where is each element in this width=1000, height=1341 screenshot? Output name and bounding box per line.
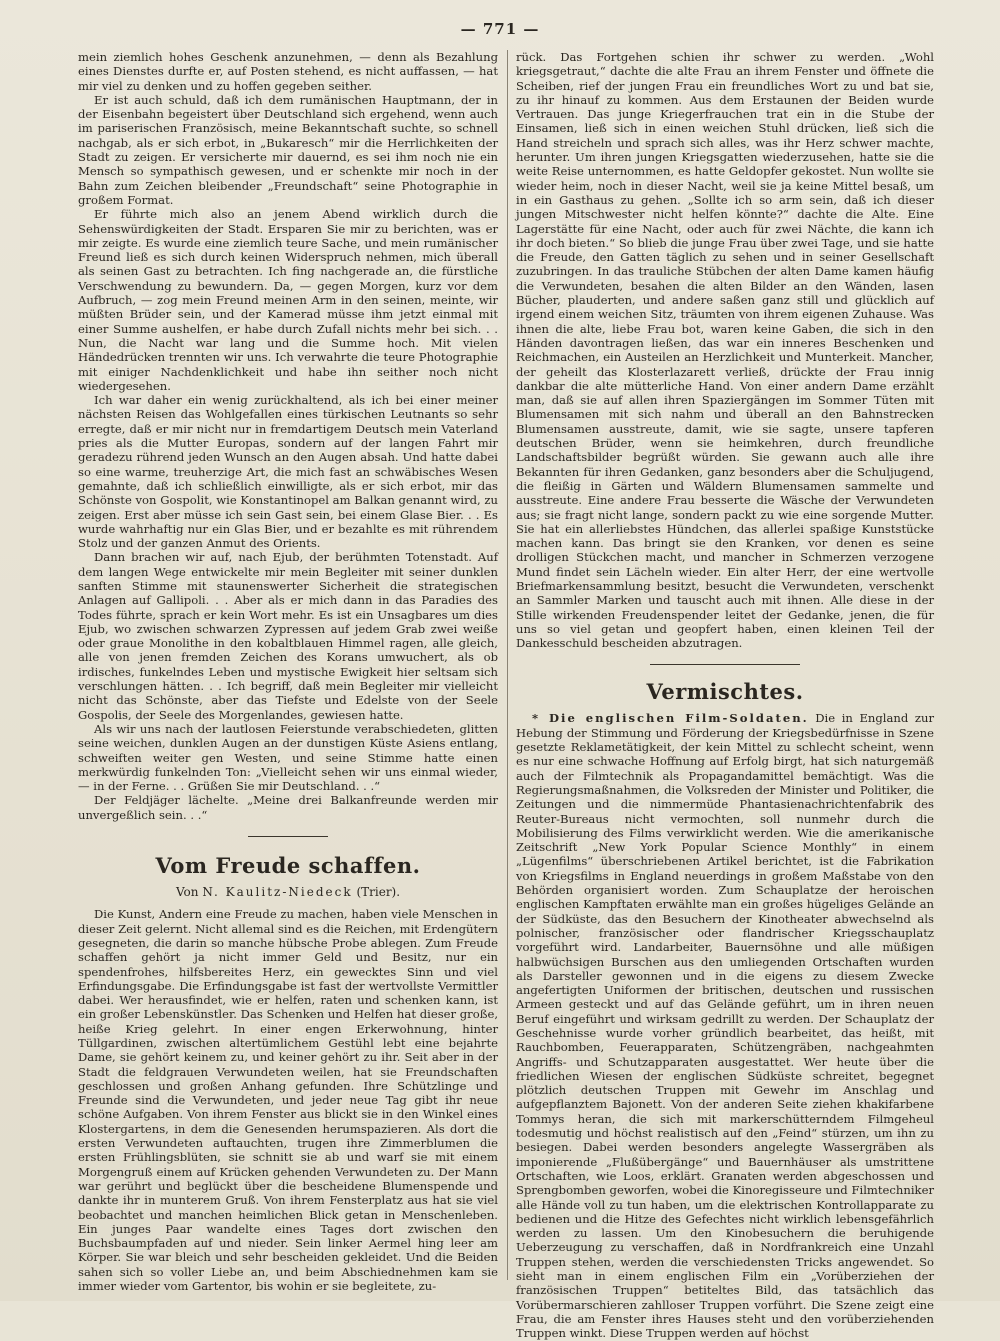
item-body: Die in England zur Hebung der Stimmung und Förderung der Kriegsbedürfnisse in Szene gesetzte Reklametätigkeit, der kein Mittel zu schlecht scheint, wenn es nur eine schwache Hoffnung auf Erfolg birgt, hat sich naturgemäß auch der Filmtechnik als Propagandamittel bemächtigt. Was die Regierungsmaßnahmen, die Volksreden der Minister und Politiker, die Zeitungen und die nimmermüde Phantasienachrichtenfabrik des Reuter-Bureaus nicht vermochten, soll nunmehr durch die Mobilisierung des Films verwirklicht werden. Wie die amerikanische Zeitschrift „New York Popular Science Monthly“ in einem „Lügenfilms“ überschriebenen Artikel berichtet, ist die Fabrikation von Kriegsfilms in England neuerdings in großem Maßstabe von den Behörden organisiert worden. Zum Schauplatze der heroischen englischen Kampftaten erwählte man ein großes hügeliges Gelände an der Südküste, das den Besuchern der Kinotheater abwechselnd als polnischer, französischer oder flandrischer Kriegsschauplatz vorgeführt wird. Landarbeiter, Bauernsöhne und alle müßigen halbwüchsigen Burschen aus den umliegenden Ortschaften wurden als Darsteller gewonnen und in die eigens zu diesem Zwecke angefertigten Uniformen der britischen, deutschen und russischen Armeen gesteckt und auf das Gelände geführt, um in ihren neuen Beruf eingeführt und wirksam gedrillt zu werden. Der Schauplatz der Geschehnisse wurde vorher gründlich bearbeitet, das heißt, mit Rauchbomben, Feuerapparaten, Schützengräben, nachgeahmten Angriffs- und Schutzapparaten ausgestattet. Wer heute über die friedlichen Wiesen der englischen Südküste schreitet, begegnet plötzlich deutschen Truppen mit Gewehr im Anschlag und aufgepflanztem Bajonett. Von der anderen Seite ziehen khakifarbene Tommys heran, die sich mit markerschütterndem Filmgeheul todesmutig und höchst realistisch auf den „Feind“ stürzen, um ihn zu besiegen. Dabei werden besonders angelegte Wassergräben als imponierende „Flußübergänge“ und Bauernhäuser als umstrittene Ortschaften, wie Loos, erklärt. Granaten werden abgeschossen und Sprengbomben geworfen, wobei die Kinoregisseure und Filmtechniker alle Hände voll zu tun haben, um die elektrischen Kontrollapparate zu bedienen und die Hitze des Gefechtes nicht wirklich lebensgefährlich werden zu lassen. Um den Kinobesuchern die beruhigende Ueberzeugung zu verschaffen, daß in Nordfrankreich eine Unzahl Truppen stehen, werden die verschiedensten Tricks angewendet. So sieht man in einem englischen Film ein „Vorüberziehen der französischen Truppen“ betiteltes Bild, das tatsächlich das Vorübermarschieren zahlloser Truppen vorführt. Die Szene zeigt eine Frau, die am Fenster ihres Hauses steht und den vorüberziehenden Truppen winkt. Diese Truppen werden auf höchst xyxy=(516,711,934,1341)
page-number: — 771 — xyxy=(460,20,540,38)
article-paragraph: Als wir uns nach der lautlosen Feierstunde verabschiedeten, glitten seine weichen, dunklen Augen an der dunstigen Küste Asiens entlang, schweiften weiter gen Westen, und seine Stimme hatte einen merkwürdig funkelnden Ton: „Vielleicht sehen wir uns einmal wieder, — in der Ferne. . . Grüßen Sie mir Deutschland. . .“ xyxy=(78,721,498,794)
article-paragraph: Er ist auch schuld, daß ich dem rumänischen Hauptmann, der in der Eisenbahn begeistert über Deutschland sich ergehend, wenn auch im pariserischen Französisch, meine Bekanntschaft suchte, so schnell nachgab, als er sich erbot, in „Bukaresch“ mir die Herrlichkeiten der Stadt zu zeigen. Er versicherte mir dauernd, es sei ihm noch nie ein Mensch so sympathisch gewesen, und er schenkte mir noch in der Bahn zum Zeichen bleibender „Freundschaft“ seine Photographie in großem Format. xyxy=(78,92,498,207)
byline-suffix: (Trier). xyxy=(356,885,401,900)
left-column xyxy=(78,50,498,1293)
article-paragraph: Der Feldjäger lächelte. „Meine drei Balkanfreunde werden mir unvergeßlich sein. . .“ xyxy=(78,793,498,822)
right-column xyxy=(516,50,934,1341)
article-paragraph: Ich war daher ein wenig zurückhaltend, als ich bei einer meiner nächsten Reisen das Wohlgefallen eines türkischen Leutnants so sehr erregte, daß er mir nicht nur in fremdartigem Deutsch mein Vaterland pries als die Mutter Europas, sondern auf der langen Fahrt mir geradezu rührend jeden Wunsch an den Augen absah. Und hatte dabei so eine warme, treuherzige Art, die mich fast an schwäbisches Wesen gemahnte, daß ich schließlich einwilligte, als er sich erbot, mir das Schönste von Gospolit, wie Konstantinopel am Balkan genannt wird, zu zeigen. Erst aber müsse ich sein Gast sein, bei einem Glase Bier. . . Es wurde wahrhaftig nur ein Glas Bier, und er bezahlte es mit rührendem Stolz und der ganzen Anmut des Orients. xyxy=(78,393,498,551)
byline-author: N. Kaulitz-Niedeck xyxy=(202,885,353,900)
section-rule xyxy=(650,664,800,665)
byline-prefix: Von xyxy=(175,885,199,900)
article-paragraph: Dann brachen wir auf, nach Ejub, der berühmten Totenstadt. Auf dem langen Wege entwickelte mir mein Begleiter mit seiner dunklen sanften Stimme mit staunenswerter Sicherheit die strategischen Anlagen auf Gallipoli. . . Aber als er mich dann in das Paradies des Todes führte, sprach er kein Wort mehr. Es ist ein Unsagbares um dies Ejub, wo zwischen schwarzen Zypressen auf jedem Grab zwei weiße oder graue Monolithe in den kobaltblauen Himmel ragen, alle gleich, alle von jenen fremden Zeichen des Korans umwuchert, als ob irdisches, funkelndes Leben und mystische Ewigkeit hier seltsam sich verschlungen hätten. . . Ich begriff, daß mein Begleiter mir vielleicht nicht das Schönste, aber das Tiefste und Edelste von der Seele Gospolis, der Seele des Morgenlandes, gewiesen hatte. xyxy=(78,550,498,722)
byline xyxy=(78,885,498,899)
article-paragraph: mein ziemlich hohes Geschenk anzunehmen, — denn als Bezahlung eines Dienstes durfte er, auf Posten stehend, es nicht auffassen, — hat mir viel zu denken und zu hoffen gegeben seither. xyxy=(78,50,498,93)
section-heading: Vermischtes. xyxy=(646,679,804,705)
article-paragraph: rück. Das Fortgehen schien ihr schwer zu werden. „Wohl kriegsgetraut,“ dachte die alte Frau an ihrem Fenster und öffnete die Scheiben, rief der jungen Frau ein freundliches Wort zu und bat sie, zu ihr hinauf zu kommen. Aus dem Erstaunen der Beiden wurde Vertrauen. Das junge Kriegerfrauchen trat ein in die Stube der Einsamen, ließ sich in einen weichen Stuhl drücken, ließ sich die Hand streicheln und sprach sich alles, was ihr Herz schwer machte, herunter. Um ihren jungen Kriegsgatten wiederzusehen, hatte sie die weite Reise unternommen, es hatte Geldopfer gekostet. Nun wollte sie wieder heim, noch in dieser Nacht, weil sie ja keine Mittel besaß, um in ein Gasthaus zu gehen. „Sollte ich so arm sein, daß ich dieser jungen Mitschwester nicht helfen könnte?“ dachte die Alte. Eine Lagerstätte für eine Nacht, oder auch für zwei Nächte, die kann ich ihr doch bieten.“ So blieb die junge Frau über zwei Tage, und sie hatte die Freude, den Gatten täglich zu sehen und in seiner Gesellschaft zuzubringen. In das trauliche Stübchen der alten Dame kamen häufig die Verwundeten, besahen die alten Bilder an den Wänden, lasen Bücher, plauderten, und andere saßen ganz still und glücklich auf irgend einem weichen Sitz, träumten von ihrem eigenen Zuhause. Was ihnen die alte, liebe Frau bot, waren keine Gaben, die sich in den Händen davontragen ließen, das war ein inneres Beschenken und Reichmachen, ein Austeilen an Herzlichkeit und Munterkeit. Mancher, der geheilt das Klosterlazarett verließ, drückte der Frau innig dankbar die alte mütterliche Hand. Von einer andern Dame erzählt man, daß sie auf allen ihren Spaziergängen im Sommer Tüten mit Blumensamen mit sich nahm und überall an den Bahnstrecken Blumensamen ausstreute, damit, wie sie sagte, unsere tapferen deutschen Brüder, wenn sie heimkehren, durch freundliche Landschaftsbilder begrüßt würden. Sie gewann auch alle ihre Bekannten für ihren Gedanken, ganz besonders aber die Schuljugend, die fleißig in Gärten und Wäldern Blumensamen sammelte und ausstreute. Eine andere Frau besserte die Wäsche der Verwundeten aus; sie fragt nicht lange, sondern packt zu wie eine sorgende Mutter. Sie hat ein allerliebstes Hündchen, das allerlei spaßige Kunststücke machen kann. Das bringt sie den Kranken, vor denen es seine drolligen Stückchen macht, und mancher in Schmerzen verzogene Mund findet sein Lächeln wieder. Ein alter Herr, der eine wertvolle Briefmarkensammlung besitzt, besucht die Verwundeten, verschenkt an Sammler Marken und tauscht auch mit ihnen. Alle diese in der Stille wirkenden Freudenspender leitet der Gedanke, jenen, die für uns so viel getan und geopfert haben, einen kleinen Teil der Dankesschuld bescheiden abzutragen. xyxy=(516,50,934,651)
section-rule xyxy=(248,836,328,837)
column-divider xyxy=(507,50,508,1280)
article-paragraph xyxy=(516,711,934,1340)
article-paragraph: Die Kunst, Andern eine Freude zu machen, haben viele Menschen in dieser Zeit gelernt. Nicht allemal sind es die Reichen, mit Erdengütern gesegneten, die darin so manche hübsche Probe ablegen. Zum Freude schaffen gehört ja nicht immer Geld und Besitz, nur ein spendenfrohes, hilfsbereites Herz, ein gewecktes Sinn und viel Erfindungsgabe. Die Erfindungsgabe ist fast der wertvollste Vermittler dabei. Wer herausfindet, wie er helfen, raten und schenken kann, ist ein großer Lebenskünstler. Das Schenken und Helfen hat dieser große, heiße Krieg gelehrt. In einer engen Erkerwohnung, hinter Tüllgardinen, zwischen altertümlichem Gestühl lebt eine bejahrte Dame, sie gehört keinem zu, und keiner gehört zu ihr. Seit aber in der Stadt die feldgrauen Verwundeten weilen, hat sie Freundschaften geschlossen und großen Anhang gefunden. Ihre Schützlinge und Freunde sind die Verwundeten, und jeder neue Tag gibt ihr neue schöne Aufgaben. Von ihrem Fenster aus blickt sie in den Winkel eines Klostergartens, in dem die Genesenden herumspazieren. Als dort die ersten Verwundeten auftauchten, trugen ihre Zimmerblumen die ersten Frühlingsblüten, sie schnitt sie ab und warf sie mit einem Morgengruß einem auf Krücken gehenden Verwundeten zu. Der Mann war gerührt und beglückt über die bescheidene Blumenspende und dankte ihr in munterem Gruß. Von ihrem Fensterplatz aus hat sie viel beobachtet und manchen heimlichen Blick getan in Menschenleben. Ein junges Paar wandelte eines Tages dort zwischen den Buchsbaumpfaden auf und nieder. Sein linker Aermel hing leer am Körper. Sie war bleich und sehr bescheiden gekleidet. Und die Beiden sahen sich so voller Liebe an, und beim Abschiednehmen kam sie immer wieder vom Gartentor, bis wohin er sie begleitete, zu- xyxy=(78,907,498,1294)
article-paragraph: Er führte mich also an jenem Abend wirklich durch die Sehenswürdigkeiten der Stadt. Ersparen Sie mir zu berichten, was er mir zeigte. Es wurde eine ziemlich teure Sache, und mein rumänischer Freund ließ es sich durch keinen Widerspruch nehmen, mich überall als seinen Gast zu betrachten. Ich fing nachgerade an, die fürstliche Verschwendung zu bewundern. Da, — gegen Morgen, kurz vor dem Aufbruch, — zog mein Freund meinen Arm in den seinen, meinte, wir müßten Brüder sein, und der Kamerad müsse ihm jetzt einmal mit einer Summe aushelfen, er habe durch Zufall nichts mehr bei sich. . . Nun, die Nacht war lang und die Summe hoch. Mit vielen Händedrücken trennten wir uns. Ich verwahrte die teure Photographie mit einiger Nachdenklichkeit und habe ihn seither noch nicht wiedergesehen. xyxy=(78,207,498,393)
article-heading: Vom Freude schaffen. xyxy=(155,853,421,879)
item-lead: * Die englischen Film-Soldaten. xyxy=(532,711,809,726)
